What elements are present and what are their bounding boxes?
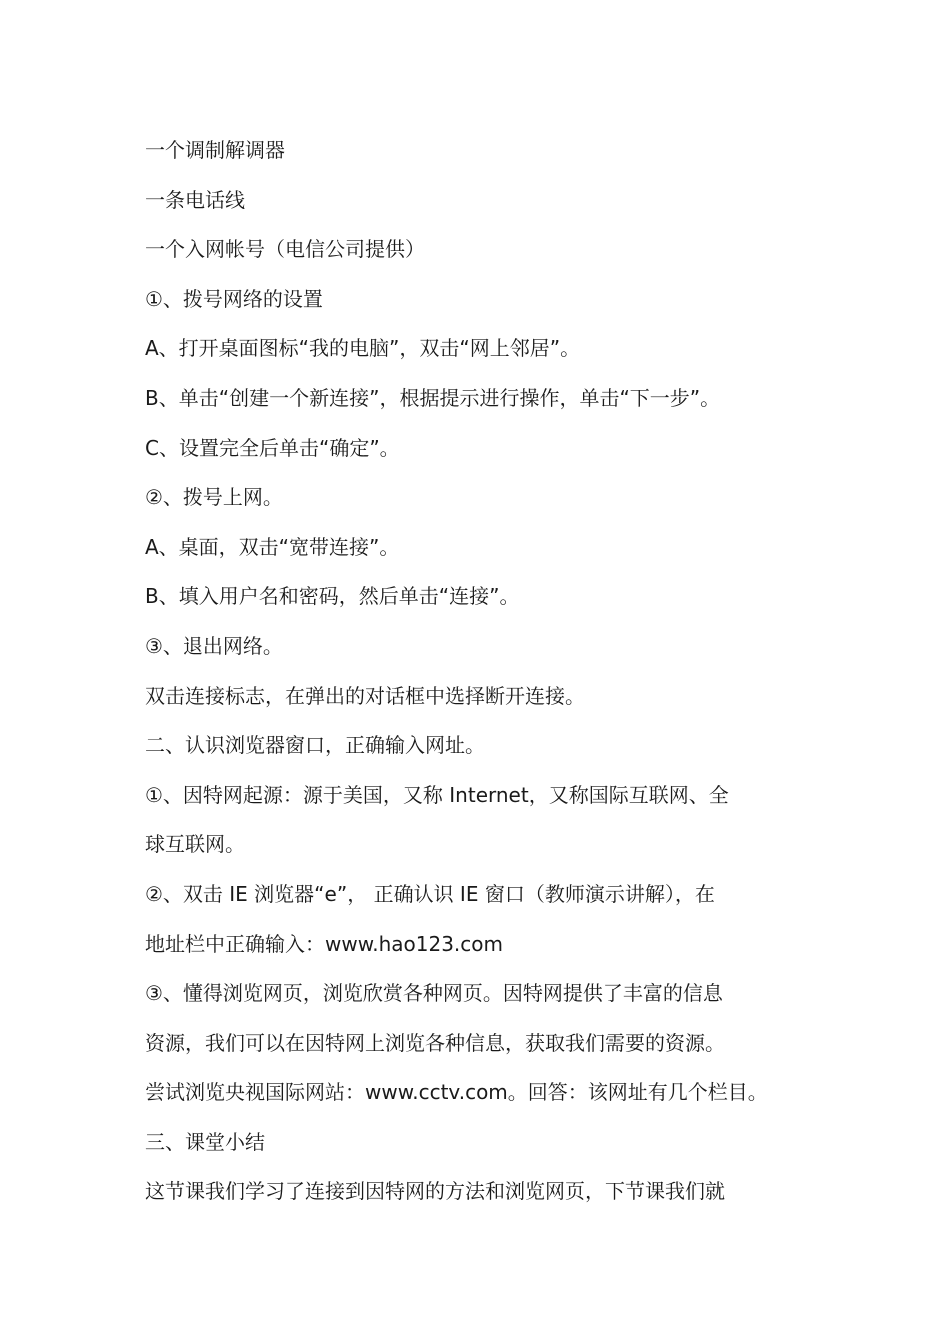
text-line-internet-origin: ①、因特网起源：源于美国，又称 Internet，又称国际互联网、全 (145, 782, 729, 807)
text-line-equipment-phone-line: 一条电话线 (145, 187, 245, 212)
text-line-address-bar: 地址栏中正确输入：www.hao123.com (145, 931, 504, 956)
text-line-step-b: B、单击“创建一个新连接”，根据提示进行操作，单击“下一步”。 (145, 385, 721, 410)
section-heading-summary: 三、课堂小结 (145, 1129, 265, 1154)
section-heading-dialup-online: ②、拨号上网。 (145, 485, 283, 510)
text-line-internet-origin-cont: 球互联网。 (145, 832, 245, 857)
text-line-step-a: A、打开桌面图标“我的电脑”，双击“网上邻居”。 (145, 336, 581, 361)
text-line-cctv-task: 尝试浏览央视国际网站：www.cctv.com。回答：该网址有几个栏目。 (145, 1080, 768, 1105)
section-heading-dialup-setup: ①、拨号网络的设置 (145, 286, 323, 311)
section-heading-browser: 二、认识浏览器窗口，正确输入网址。 (145, 733, 485, 758)
text-line-browse-pages: ③、懂得浏览网页，浏览欣赏各种网页。因特网提供了丰富的信息 (145, 981, 723, 1006)
text-line-online-step-b: B、填入用户名和密码，然后单击“连接”。 (145, 584, 520, 609)
section-heading-exit-network: ③、退出网络。 (145, 633, 283, 658)
text-line-exit-instruction: 双击连接标志，在弹出的对话框中选择断开连接。 (145, 683, 585, 708)
text-line-ie-window: ②、双击 IE 浏览器“e”， 正确认识 IE 窗口（教师演示讲解），在 (145, 881, 715, 906)
text-line-equipment-account: 一个入网帐号（电信公司提供） (145, 237, 425, 262)
text-line-browse-pages-cont: 资源，我们可以在因特网上浏览各种信息，获取我们需要的资源。 (145, 1030, 725, 1055)
text-line-step-c: C、设置完全后单击“确定”。 (145, 435, 400, 460)
text-line-online-step-a: A、桌面，双击“宽带连接”。 (145, 534, 400, 559)
text-line-equipment-modem: 一个调制解调器 (145, 138, 285, 162)
text-line-summary: 这节课我们学习了连接到因特网的方法和浏览网页，下节课我们就 (145, 1179, 725, 1204)
document-body (145, 126, 825, 1217)
